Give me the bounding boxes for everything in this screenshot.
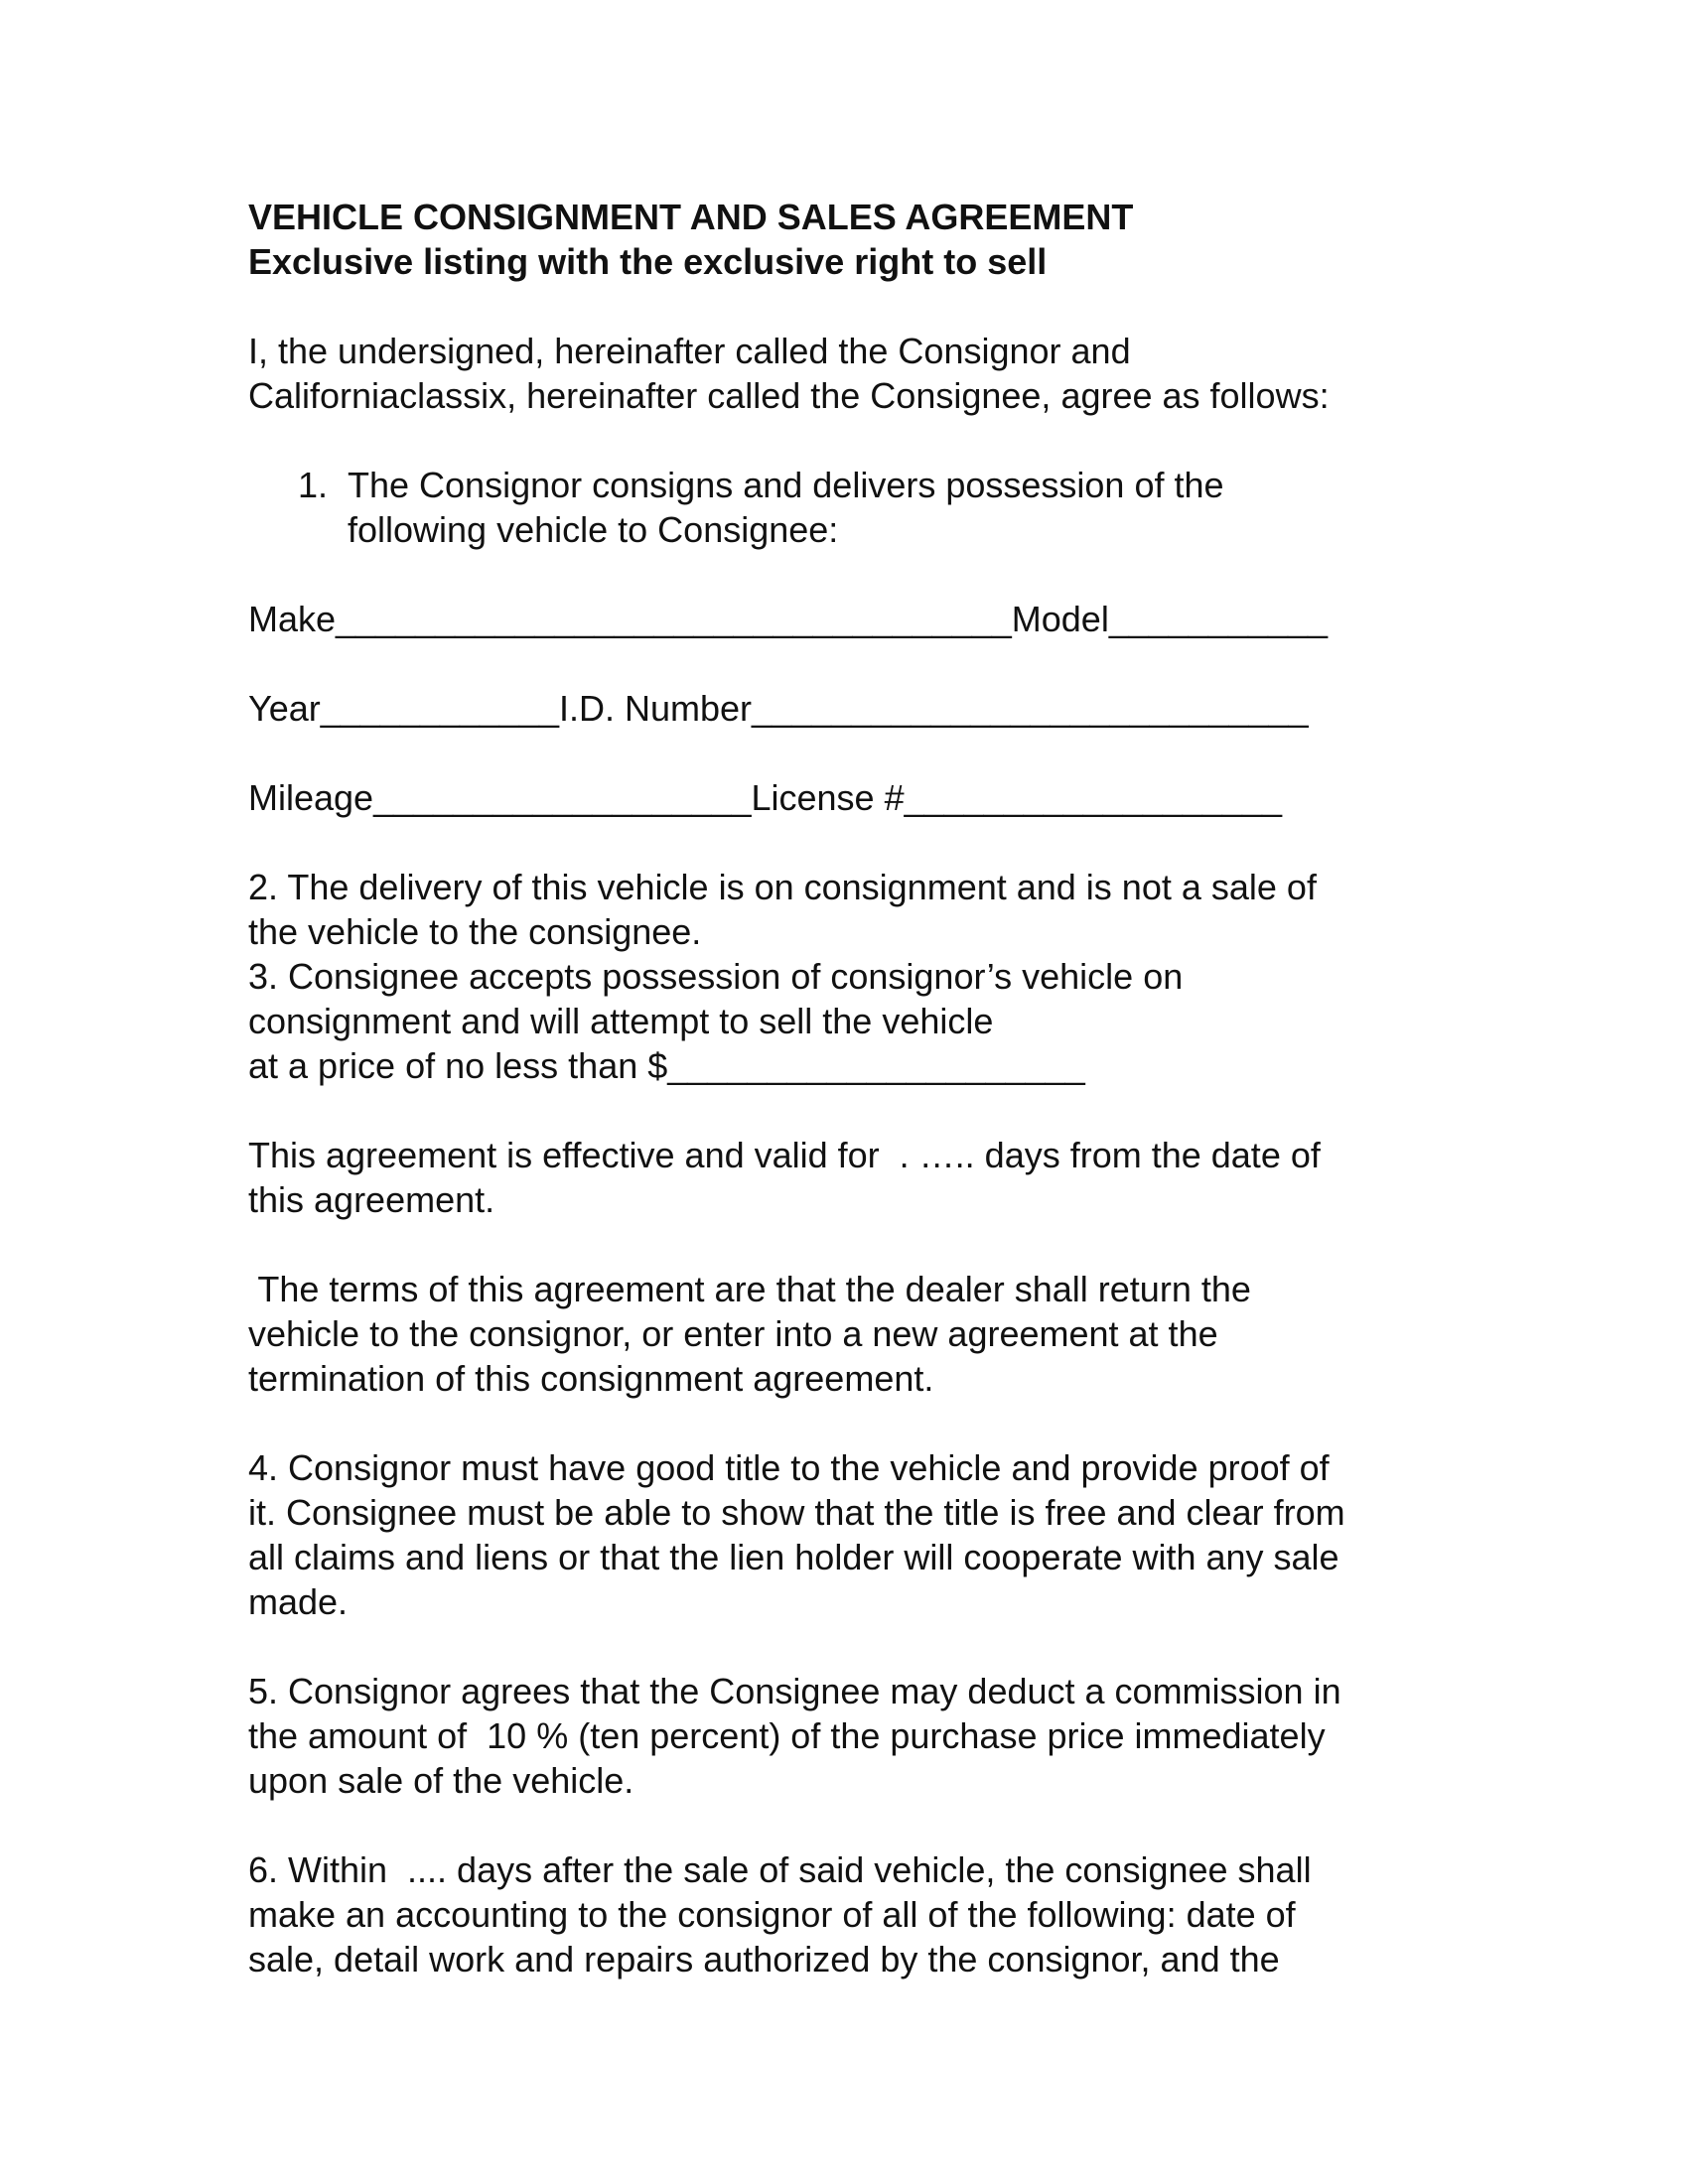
clause-text: made. [248,1581,349,1622]
clause-number: 1. [298,465,329,505]
paragraph-line: termination of this consignment agreement. [248,1358,934,1399]
clause-5 [248,1669,1470,1803]
clause-1 [248,463,1470,552]
terms-paragraph [248,1267,1470,1401]
make-model-field[interactable]: Make__________________________________Model___________ [248,599,1329,639]
spacer [248,284,1470,329]
intro-line: I, the undersigned, hereinafter called the Consignor and [248,331,1131,371]
document-subtitle: Exclusive listing with the exclusive right to sell [248,241,1048,282]
spacer [248,1624,1470,1669]
document-title: VEHICLE CONSIGNMENT AND SALES AGREEMENT [248,197,1134,237]
clause-text: upon sale of the vehicle. [248,1760,634,1801]
clause-text: 4. Consignor must have good title to the vehicle and provide proof of [248,1447,1330,1488]
clause-text: the vehicle to the consignee. [248,911,702,952]
spacer [248,552,1470,597]
price-field[interactable]: at a price of no less than $_____________________ [248,1045,1085,1086]
paragraph-line: This agreement is effective and valid for . ….. days from the date of [248,1135,1321,1175]
clause-3 [248,954,1470,1088]
mileage-license-field[interactable]: Mileage___________________License #___________________ [248,777,1282,818]
clause-text: the amount of 10 % (ten percent) of the purchase price immediately [248,1715,1326,1756]
clause-text: The Consignor consigns and delivers possession of the [348,465,1224,505]
intro-line: Californiaclassix, hereinafter called the Consignee, agree as follows: [248,375,1330,416]
spacer [248,418,1470,463]
paragraph-line: vehicle to the consignor, or enter into a new agreement at the [248,1313,1218,1354]
clause-text: 2. The delivery of this vehicle is on consignment and is not a sale of [248,867,1317,907]
paragraph-line: this agreement. [248,1179,495,1220]
spacer [248,641,1470,686]
clause-text: following vehicle to Consignee: [348,509,839,550]
clause-2 [248,865,1470,954]
spacer [248,1803,1470,1847]
clause-text: 5. Consignor agrees that the Consignee may deduct a commission in [248,1671,1341,1711]
document-page [248,195,1470,1981]
clause-text: 6. Within .... days after the sale of said vehicle, the consignee shall [248,1849,1312,1890]
year-id-field[interactable]: Year____________I.D. Number____________________________ [248,688,1309,729]
validity-paragraph [248,1133,1470,1222]
clause-text: make an accounting to the consignor of all of the following: date of [248,1894,1296,1935]
spacer [248,820,1470,865]
clause-text: sale, detail work and repairs authorized by the consignor, and the [248,1939,1280,1979]
spacer [248,1222,1470,1267]
clause-4 [248,1445,1470,1624]
intro-paragraph [248,329,1470,418]
spacer [248,731,1470,775]
paragraph-line: The terms of this agreement are that the dealer shall return the [248,1269,1251,1309]
clause-text: consignment and will attempt to sell the vehicle [248,1001,994,1041]
clause-text: it. Consignee must be able to show that the title is free and clear from [248,1492,1345,1533]
clause-text: all claims and liens or that the lien holder will cooperate with any sale [248,1537,1339,1577]
clause-text: 3. Consignee accepts possession of consignor’s vehicle on [248,956,1184,997]
spacer [248,1401,1470,1445]
clause-6 [248,1847,1470,1981]
spacer [248,1088,1470,1133]
